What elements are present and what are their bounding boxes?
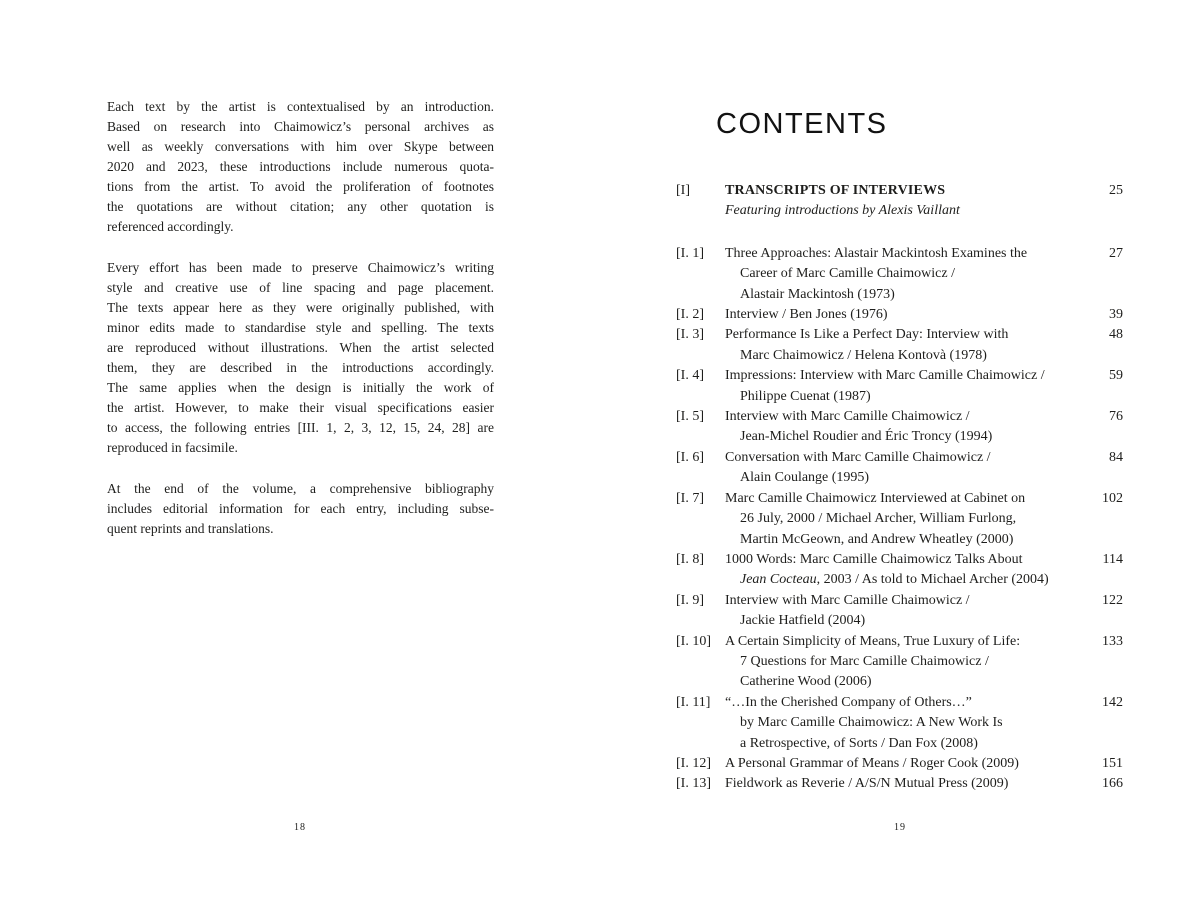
toc-text-segment: A Personal Grammar of Means / Roger Cook (2009)	[725, 755, 1019, 771]
page-number-right: 19	[894, 822, 906, 833]
toc-line	[725, 264, 1123, 284]
contents-title: CONTENTS	[716, 108, 888, 140]
toc-text-segment: A Certain Simplicity of Means, True Luxury of Life:	[725, 633, 1021, 649]
toc-entry	[676, 489, 1123, 550]
text-line: Every effort has been made to preserve Chaimowicz’s writing	[107, 260, 494, 275]
toc-line	[725, 407, 1123, 427]
toc-text-segment: Alain Coulange (1995)	[740, 470, 870, 486]
toc-line	[725, 774, 1123, 794]
toc-page-number: 166	[1102, 776, 1123, 792]
toc-text-segment: a Retrospective, of Sorts / Dan Fox (2008)	[740, 735, 978, 751]
toc-line	[725, 427, 1123, 447]
toc-entry	[676, 774, 1123, 794]
toc-page-number: 151	[1102, 755, 1123, 771]
toc-text-segment: Jean-Michel Roudier and Éric Troncy (1994)	[740, 429, 993, 445]
toc-page-number: 25	[1109, 183, 1123, 198]
paragraph	[107, 479, 494, 539]
toc-line	[725, 305, 1123, 325]
text-line: minor edits made to standardise style and spelling. The texts	[107, 320, 494, 335]
toc-text-segment: Catherine Wood (2006)	[740, 674, 872, 690]
toc-line	[725, 591, 1123, 611]
toc-line	[725, 652, 1123, 672]
toc-text-segment: Marc Chaimowicz / Helena Kontovà (1978)	[740, 347, 987, 363]
text-line: referenced accordingly.	[107, 219, 234, 234]
toc-text-segment: Conversation with Marc Camille Chaimowicz /	[725, 449, 991, 465]
toc-line	[725, 632, 1123, 652]
text-line: are reproduced without illustrations. When the artist selected	[107, 340, 494, 355]
toc-entry	[676, 550, 1123, 591]
toc-page-number: 122	[1102, 592, 1123, 608]
toc-line	[725, 387, 1123, 407]
toc-line	[725, 489, 1123, 509]
toc-line	[725, 693, 1123, 713]
toc-text-segment: Philippe Cuenat (1987)	[740, 388, 871, 404]
toc-text-segment: Marc Camille Chaimowicz Interviewed at Cabinet on	[725, 490, 1026, 506]
toc-line	[725, 181, 1123, 201]
toc-entry-label: [I. 2]	[676, 307, 704, 323]
text-line: quent reprints and translations.	[107, 521, 274, 536]
toc-entry-label: [I. 8]	[676, 551, 704, 567]
toc-page-number: 133	[1102, 633, 1123, 649]
toc-line	[725, 713, 1123, 733]
toc-page-number: 48	[1109, 327, 1123, 343]
toc-entry-label: [I. 3]	[676, 327, 704, 343]
toc-entry-label: [I. 6]	[676, 449, 704, 465]
toc-entry	[676, 754, 1123, 774]
text-line: includes editorial information for each entry, including subse-	[107, 501, 494, 516]
toc-line	[725, 346, 1123, 366]
toc-line	[725, 570, 1123, 590]
toc-entry-label: [I. 11]	[676, 694, 711, 710]
toc-text-segment: Impressions: Interview with Marc Camille Chaimowicz /	[725, 368, 1045, 384]
text-line: well as weekly conversations with him over Skype between	[107, 139, 494, 154]
toc-entry	[676, 632, 1123, 693]
toc-text-segment: Performance Is Like a Perfect Day: Interview with	[725, 327, 1009, 343]
toc-line	[725, 550, 1123, 570]
toc-page-number: 59	[1109, 368, 1123, 384]
toc-text-segment: 1000 Words: Marc Camille Chaimowicz Talks About	[725, 551, 1023, 567]
toc-text-segment: 26 July, 2000 / Michael Archer, William Furlong,	[740, 511, 1017, 527]
toc-page-number: 102	[1102, 490, 1123, 506]
text-line: reproduced in facsimile.	[107, 440, 238, 455]
toc-page-number: 39	[1109, 307, 1123, 323]
toc-page-number: 142	[1102, 694, 1123, 710]
toc-line	[725, 734, 1123, 754]
toc-text-segment: Interview / Ben Jones (1976)	[725, 307, 888, 323]
text-line: 2020 and 2023, these introductions include numerous quota-	[107, 159, 494, 174]
toc-text-segment: Martin McGeown, and Andrew Wheatley (2000)	[740, 531, 1014, 547]
text-line: the quotations are without citation; any other quotation is	[107, 199, 494, 214]
toc-entry	[676, 693, 1123, 754]
toc-entry	[676, 305, 1123, 325]
toc-entry	[676, 325, 1123, 366]
text-line: The same applies when the design is initially the work of	[107, 380, 494, 395]
toc-entry-label: [I. 7]	[676, 490, 704, 506]
text-line: tions from the artist. To avoid the proliferation of footnotes	[107, 179, 494, 194]
toc-line	[725, 201, 1123, 221]
toc-text-segment: , 2003 / As told to Michael Archer (2004)	[816, 572, 1049, 588]
toc-entry-label: [I]	[676, 183, 690, 198]
toc-line	[725, 244, 1123, 264]
toc-text-segment: Three Approaches: Alastair Mackintosh Examines the	[725, 245, 1028, 261]
toc-line	[725, 672, 1123, 692]
toc-entry-label: [I. 5]	[676, 409, 704, 425]
toc-text-segment: Jackie Hatfield (2004)	[740, 613, 866, 629]
toc-line	[725, 366, 1123, 386]
toc-text-segment: Interview with Marc Camille Chaimowicz /	[725, 592, 970, 608]
toc-text-segment: by Marc Camille Chaimowicz: A New Work Is	[740, 715, 1003, 731]
toc-line	[725, 611, 1123, 631]
paragraph	[107, 258, 494, 458]
page-number-left: 18	[294, 822, 306, 833]
toc-text-segment: 7 Questions for Marc Camille Chaimowicz /	[740, 653, 989, 669]
toc-entry-label: [I. 10]	[676, 633, 711, 649]
text-line: style and creative use of line spacing and page placement.	[107, 280, 494, 295]
toc-entry	[676, 591, 1123, 632]
toc-text-segment: TRANSCRIPTS OF INTERVIEWS	[725, 183, 946, 198]
toc-entry-label: [I. 1]	[676, 245, 704, 261]
toc-text-segment: Interview with Marc Camille Chaimowicz /	[725, 409, 970, 425]
toc-line	[725, 754, 1123, 774]
toc-entry-label: [I. 9]	[676, 592, 704, 608]
toc-line	[725, 448, 1123, 468]
text-line: Based on research into Chaimowicz’s personal archives as	[107, 119, 494, 134]
toc-line	[725, 468, 1123, 488]
toc-entry-label: [I. 13]	[676, 776, 711, 792]
toc-line	[725, 285, 1123, 305]
paragraph	[107, 97, 494, 237]
toc-page-number: 84	[1109, 449, 1123, 465]
toc-list	[676, 181, 1123, 795]
toc-text-segment: Alastair Mackintosh (1973)	[740, 286, 895, 302]
toc-page-number: 114	[1102, 551, 1123, 567]
toc-entry-label: [I. 4]	[676, 368, 704, 384]
text-line: the artist. However, to make their visual specifications easier	[107, 400, 494, 415]
toc-text-segment: Featuring introductions by Alexis Vaillant	[725, 203, 960, 219]
toc-line	[725, 530, 1123, 550]
toc-line	[725, 325, 1123, 345]
toc-line	[725, 509, 1123, 529]
toc-page-number: 76	[1109, 409, 1123, 425]
toc-text-segment: Fieldwork as Reverie / A/S/N Mutual Press (2009)	[725, 776, 1009, 792]
toc-text-segment: Jean Cocteau	[740, 572, 817, 588]
toc-entry	[676, 181, 1123, 222]
text-line: them, they are described in the introductions accordingly.	[107, 360, 494, 375]
body-text-block	[107, 97, 494, 560]
toc-page-number: 27	[1109, 245, 1123, 261]
toc-text-segment: “…In the Cherished Company of Others…”	[725, 694, 972, 710]
text-line: The texts appear here as they were originally published, with	[107, 300, 494, 315]
text-line: Each text by the artist is contextualised by an introduction.	[107, 99, 494, 114]
text-line: to access, the following entries [III. 1, 2, 3, 12, 15, 24, 28] are	[107, 420, 494, 435]
toc-text-segment: Career of Marc Camille Chaimowicz /	[740, 266, 955, 282]
toc-entry-label: [I. 12]	[676, 755, 711, 771]
toc-entry	[676, 407, 1123, 448]
text-line: At the end of the volume, a comprehensive bibliography	[107, 481, 494, 496]
toc-entry	[676, 366, 1123, 407]
toc-entry	[676, 244, 1123, 305]
toc-entry	[676, 448, 1123, 489]
